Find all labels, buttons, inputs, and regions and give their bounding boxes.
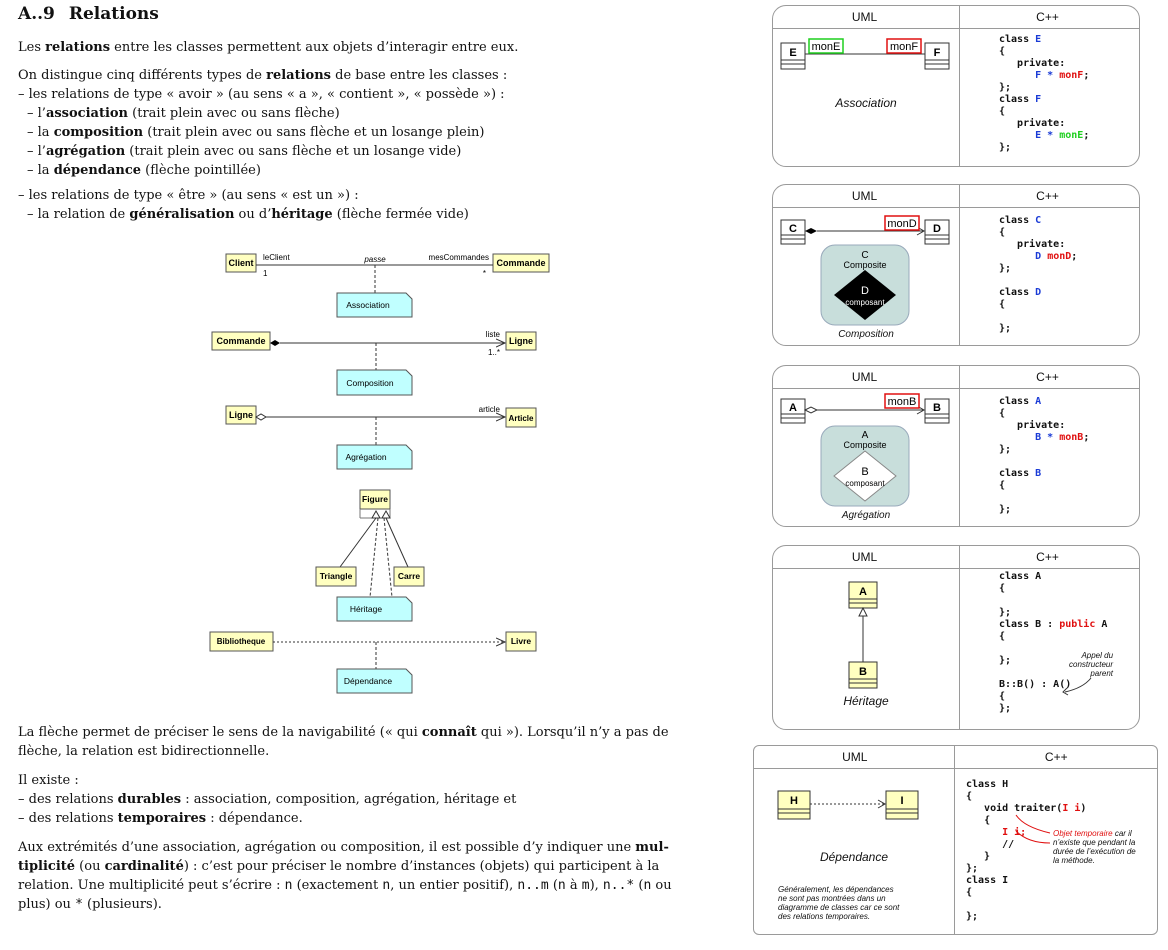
class-carre-label: Carre: [397, 571, 421, 581]
caption-aggregation: Agrégation: [841, 510, 891, 521]
uml-class-i: I: [900, 795, 904, 807]
mult-one-many: 1..*: [487, 348, 500, 357]
caption-association: Association: [835, 96, 897, 110]
list-item: – l’agrégation (trait plein avec ou sans flèche et un losange vide): [27, 144, 462, 159]
note-dependency-label: Dépendance: [343, 676, 393, 686]
relation-types-list: On distingue cinq différents types de relations de base entre les classes : – les relations de type « avoir » (au sens « a », « contient », « possède ») : – l’association (trait plein avec ou sans flèche) – la composition (trait plein avec ou sans flèche et un losange plein) – l’agrégation (trait plein avec ou sans flèche et un losange vide) – la dépendance (flèche pointillée) – les relations de type « être » (au sens « est un ») : – la relation de généralisation ou d’héritage (flèche fermée vide): [18, 66, 730, 224]
role-leclient: leClient: [263, 253, 290, 262]
durability-paragraph: Il existe : – des relations durables : association, composition, agrégation, héritage et – des relations temporaires : dépendance.: [18, 773, 517, 826]
aggregation-diamond: [256, 414, 266, 420]
section-number: A..9: [18, 4, 55, 24]
svg-text:B: B: [861, 466, 869, 478]
caption-inheritance: Héritage: [843, 694, 889, 708]
temporary-object-note: Objet temporaire car il n’existe que pendant la durée de l’exécution de la méthode.: [1053, 829, 1136, 865]
section-heading: Relations: [68, 4, 159, 24]
class-client-label: Client: [228, 258, 254, 268]
uml-class-b-child: B: [859, 666, 867, 678]
class-ligne-label: Ligne: [509, 336, 533, 346]
role-article: article: [478, 405, 500, 414]
uml-class-c: C: [789, 223, 797, 235]
svg-text:A: A: [861, 430, 869, 441]
role-mescommandes: mesCommandes: [428, 253, 489, 262]
composition-diamond: [270, 340, 280, 346]
svg-text:Composite: Composite: [843, 440, 887, 450]
role-liste: liste: [485, 330, 500, 339]
inheritance-arrowhead-right: [382, 511, 390, 518]
uml-class-d: D: [933, 223, 941, 235]
navigability-paragraph: La flèche permet de préciser le sens de la navigabilité (« qui connaît qui »). Lorsqu’il n’y a pas de flèche, la relation est bidirectionnelle.: [18, 725, 669, 759]
uml-header: UML: [851, 10, 878, 24]
uml-class-b: B: [933, 402, 941, 414]
dependency-row: [210, 632, 536, 693]
class-ligne2-label: Ligne: [229, 410, 253, 420]
uml-class-e: E: [789, 47, 797, 59]
inheritance-arrowhead-left: [372, 511, 380, 518]
relations-uml-diagram: [200, 245, 570, 700]
note-aggregation-label: Agrégation: [345, 452, 387, 462]
list-item: – l’association (trait plein avec ou sans flèche): [27, 106, 340, 121]
role-monb: monB: [887, 396, 917, 408]
uml-class-f: F: [933, 47, 941, 59]
panel-inheritance: UML C++ A B Héritage class A { }; class B : public A { }; B::B() : A() { }; Appel du constructeur parent: [772, 545, 1140, 730]
class-livre-label: Livre: [510, 636, 532, 646]
uml-class-a-parent: A: [859, 586, 867, 598]
code-aggregation: class A { private: B * monB; }; class B { };: [999, 396, 1090, 515]
class-commande-label: Commande: [496, 258, 546, 268]
role-mond: monD: [887, 218, 917, 230]
svg-text:C: C: [861, 250, 869, 261]
cpp-header: C++: [1036, 10, 1059, 24]
panel-dependency: UML C++ H I Dépendance Généralement, les dépendances ne sont pas montrées dans un diagramme de classes car ce sont des relations temporaires. class H { void traiter(I i) { I i; // } }; class I { }; Objet temporaire car il n’existe que pendant la durée de l’exécution de la méthode.: [753, 745, 1158, 935]
composite-label: Composite: [843, 260, 887, 270]
association-name: passe: [364, 255, 386, 264]
note-inheritance-label: Héritage: [349, 604, 383, 614]
uml-class-a: A: [789, 402, 797, 414]
mult-star: *: [482, 269, 486, 278]
class-figure-label: Figure: [362, 494, 388, 504]
list-item-avoir: – les relations de type « avoir » (au sens « a », « contient », « possède ») :: [18, 87, 505, 102]
intro-paragraph: Les relations entre les classes permettent aux objets d’interagir entre eux.: [18, 40, 519, 55]
class-commande2-label: Commande: [216, 336, 266, 346]
class-article-label: Article: [508, 414, 534, 423]
code-dependency: class H { void traiter(I i) { I i; // } }; class I { };: [966, 779, 1087, 922]
inheritance-row: [316, 490, 424, 621]
role-mone: monE: [811, 41, 841, 53]
uml-class-h: H: [790, 795, 798, 807]
class-bibliotheque-label: Bibliotheque: [216, 637, 266, 646]
code-association: class E { private: F * monF; }; class F { private: E * monE; };: [999, 34, 1090, 153]
section-title: [18, 4, 159, 24]
panel-composition: UML C++ C D monD C Composite D composant Composition class C { private: D monD; }; class D { };: [772, 184, 1140, 346]
list-item: – la composition (trait plein avec ou sans flèche et un losange plein): [27, 125, 485, 140]
dependency-note: Généralement, les dépendances ne sont pas montrées dans un diagramme de classes car ce sont des relations temporaires.: [778, 885, 900, 921]
list-item: – la relation de généralisation ou d’héritage (flèche fermée vide): [27, 207, 469, 222]
composant-label: composant: [845, 298, 885, 307]
svg-text:D: D: [861, 285, 869, 297]
panel-association: [772, 5, 1140, 167]
association-row: [226, 253, 549, 317]
caption-composition: Composition: [838, 329, 894, 340]
panel-aggregation: UML C++ A B monB A Composite B composant Agrégation class A { private: B * monB; }; class B { };: [772, 365, 1140, 527]
mult-one: 1: [263, 269, 268, 278]
aggregation-row: [226, 405, 536, 469]
role-monf: monF: [889, 41, 919, 53]
caption-dependency: Dépendance: [819, 850, 889, 864]
multiplicity-paragraph: Aux extrémités d’une association, agrégation ou composition, il est possible d’y indiquer une mul- tiplicité (ou cardinalité) : c’est pour préciser le nombre d’instances (objets) qui participent à la relation. Une multiplicité peut s’écrire : n (exactement n, un entier positif), n..m (n à m), n..* (n ou plus) ou * (plusieurs).: [18, 840, 672, 912]
note-association-label: Association: [346, 300, 390, 310]
code-composition: class C { private: D monD; }; class D { };: [999, 215, 1078, 334]
class-triangle-label: Triangle: [319, 571, 353, 581]
code-inheritance: class A { }; class B : public A { }; B::B() : A() { };: [999, 571, 1108, 714]
svg-text:composant: composant: [845, 479, 885, 488]
note-composition-label: Composition: [346, 378, 394, 388]
composition-row: [212, 330, 536, 395]
list-item-etre: – les relations de type « être » (au sens « est un ») :: [18, 188, 359, 203]
list-item: – la dépendance (flèche pointillée): [27, 163, 261, 178]
constructor-note: Appel du constructeur parent: [1069, 651, 1114, 678]
